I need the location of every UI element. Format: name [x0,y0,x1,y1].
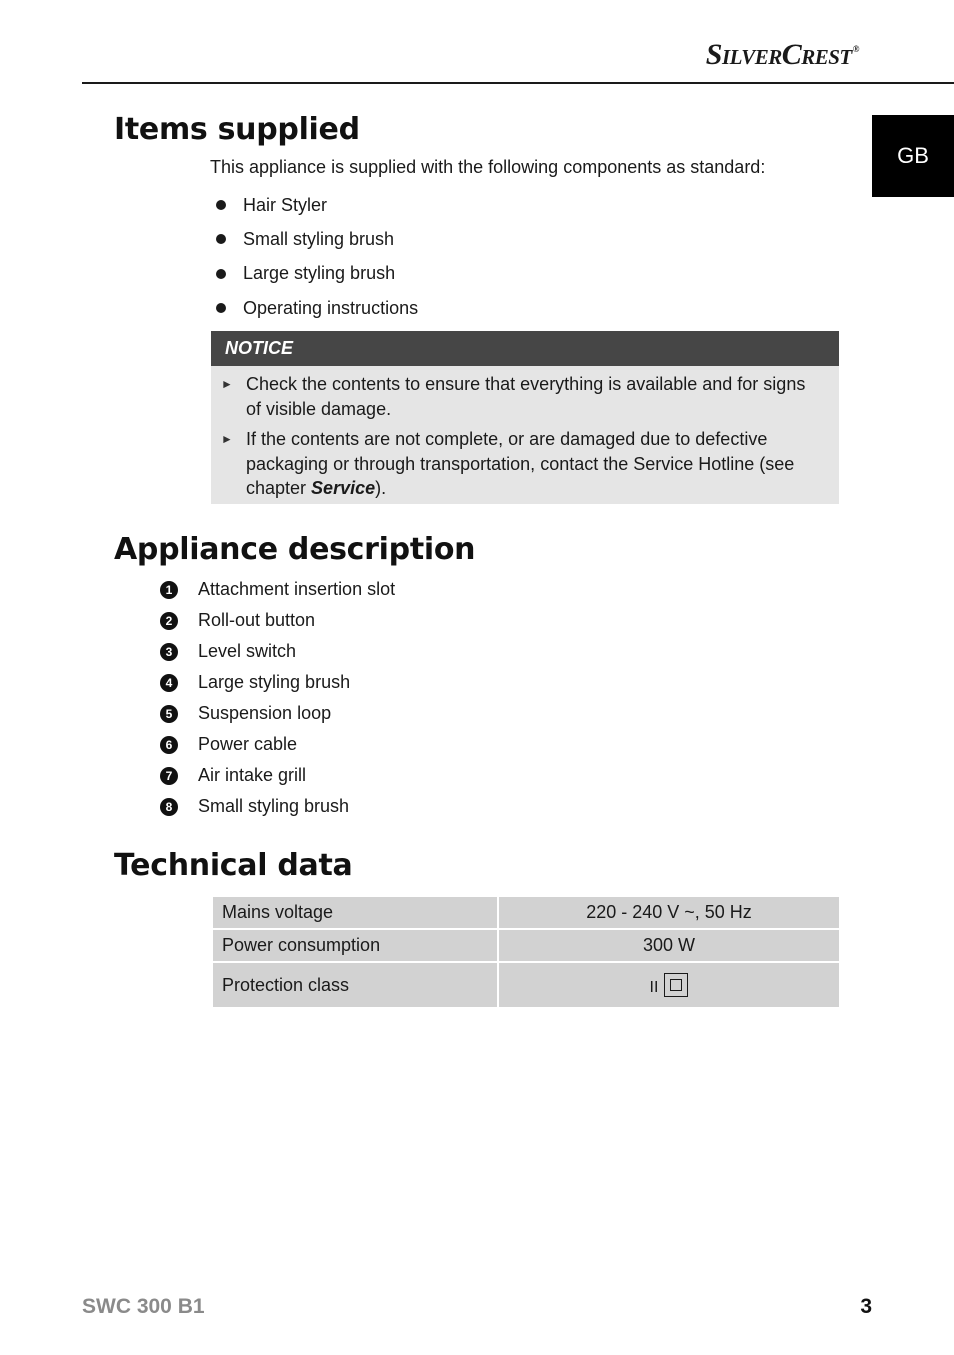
protection-class-symbol [650,973,689,997]
part-number: 4 [160,674,178,692]
part-label: Level switch [198,641,297,661]
list-item [160,667,395,698]
appliance-description-heading: Appliance description [114,532,476,567]
table-row [213,897,839,930]
part-number: 8 [160,798,178,816]
list-item [216,291,418,325]
table-cell-label: Protection class [213,963,497,1009]
notice-item-text [246,427,811,501]
list-item [216,188,418,222]
notice-item-text: Check the contents to ensure that everything is available and for signs of visible damage. [246,374,806,419]
list-item-label: Small styling brush [243,228,395,249]
part-number: 3 [160,643,178,661]
bullet-icon [216,269,226,279]
table-row [213,930,839,963]
list-item [216,222,418,256]
part-label: Air intake grill [198,765,307,785]
table-cell-label: Power consumption [213,930,497,963]
items-supplied-heading: Items supplied [114,112,360,147]
service-chapter-ref: Service [311,478,376,498]
notice-box [211,331,839,504]
arrow-right-icon: ► [221,377,233,391]
footer-model: SWC 300 B1 [82,1295,205,1318]
list-item [160,760,395,791]
part-label: Large styling brush [198,672,351,692]
registered-mark: ® [852,44,859,54]
part-label: Small styling brush [198,796,350,816]
list-item [160,729,395,760]
table-cell-value: 220 - 240 V ~, 50 Hz [499,897,839,930]
part-number: 1 [160,581,178,599]
table-cell-label: Mains voltage [213,897,497,930]
technical-data-table [211,897,841,1009]
part-number: 7 [160,767,178,785]
list-item [216,257,418,291]
table-row [213,963,839,1009]
list-item-label: Large styling brush [243,263,396,284]
arrow-right-icon: ► [221,432,233,446]
protection-class-roman: II [649,979,659,996]
part-number: 6 [160,736,178,754]
notice-label: NOTICE [211,331,839,366]
list-item [160,605,395,636]
items-supplied-intro: This appliance is supplied with the following components as standard: [210,157,766,177]
list-item-label: Operating instructions [243,297,419,318]
notice-item-text-end: ). [375,478,387,498]
bullet-icon [216,303,226,313]
brand-logo [706,38,859,72]
table-cell-value [499,963,839,1009]
items-supplied-list [216,188,418,325]
notice-item [221,372,811,421]
technical-data-heading: Technical data [114,848,353,883]
brand-name: SilverCrest [705,38,852,71]
list-item-label: Hair Styler [243,194,328,215]
part-number: 2 [160,612,178,630]
bullet-icon [216,200,226,210]
part-label: Attachment insertion slot [198,579,396,599]
double-insulation-icon [664,973,688,997]
page-number: 3 [860,1295,872,1318]
table-cell-value: 300 W [499,930,839,963]
notice-item-text-body: If the contents are not complete, or are damaged due to defective packaging or through transportation, contact the Service Hotline (see chapter [246,429,795,498]
list-item [160,791,395,822]
language-tab: GB [872,115,954,197]
bullet-icon [216,234,226,244]
part-number: 5 [160,705,178,723]
header-divider [82,82,954,84]
part-label: Roll-out button [198,610,316,630]
list-item [160,698,395,729]
parts-list [160,574,395,822]
list-item [160,574,395,605]
list-item [160,636,395,667]
notice-item [221,427,811,501]
part-label: Power cable [198,734,298,754]
part-label: Suspension loop [198,703,332,723]
